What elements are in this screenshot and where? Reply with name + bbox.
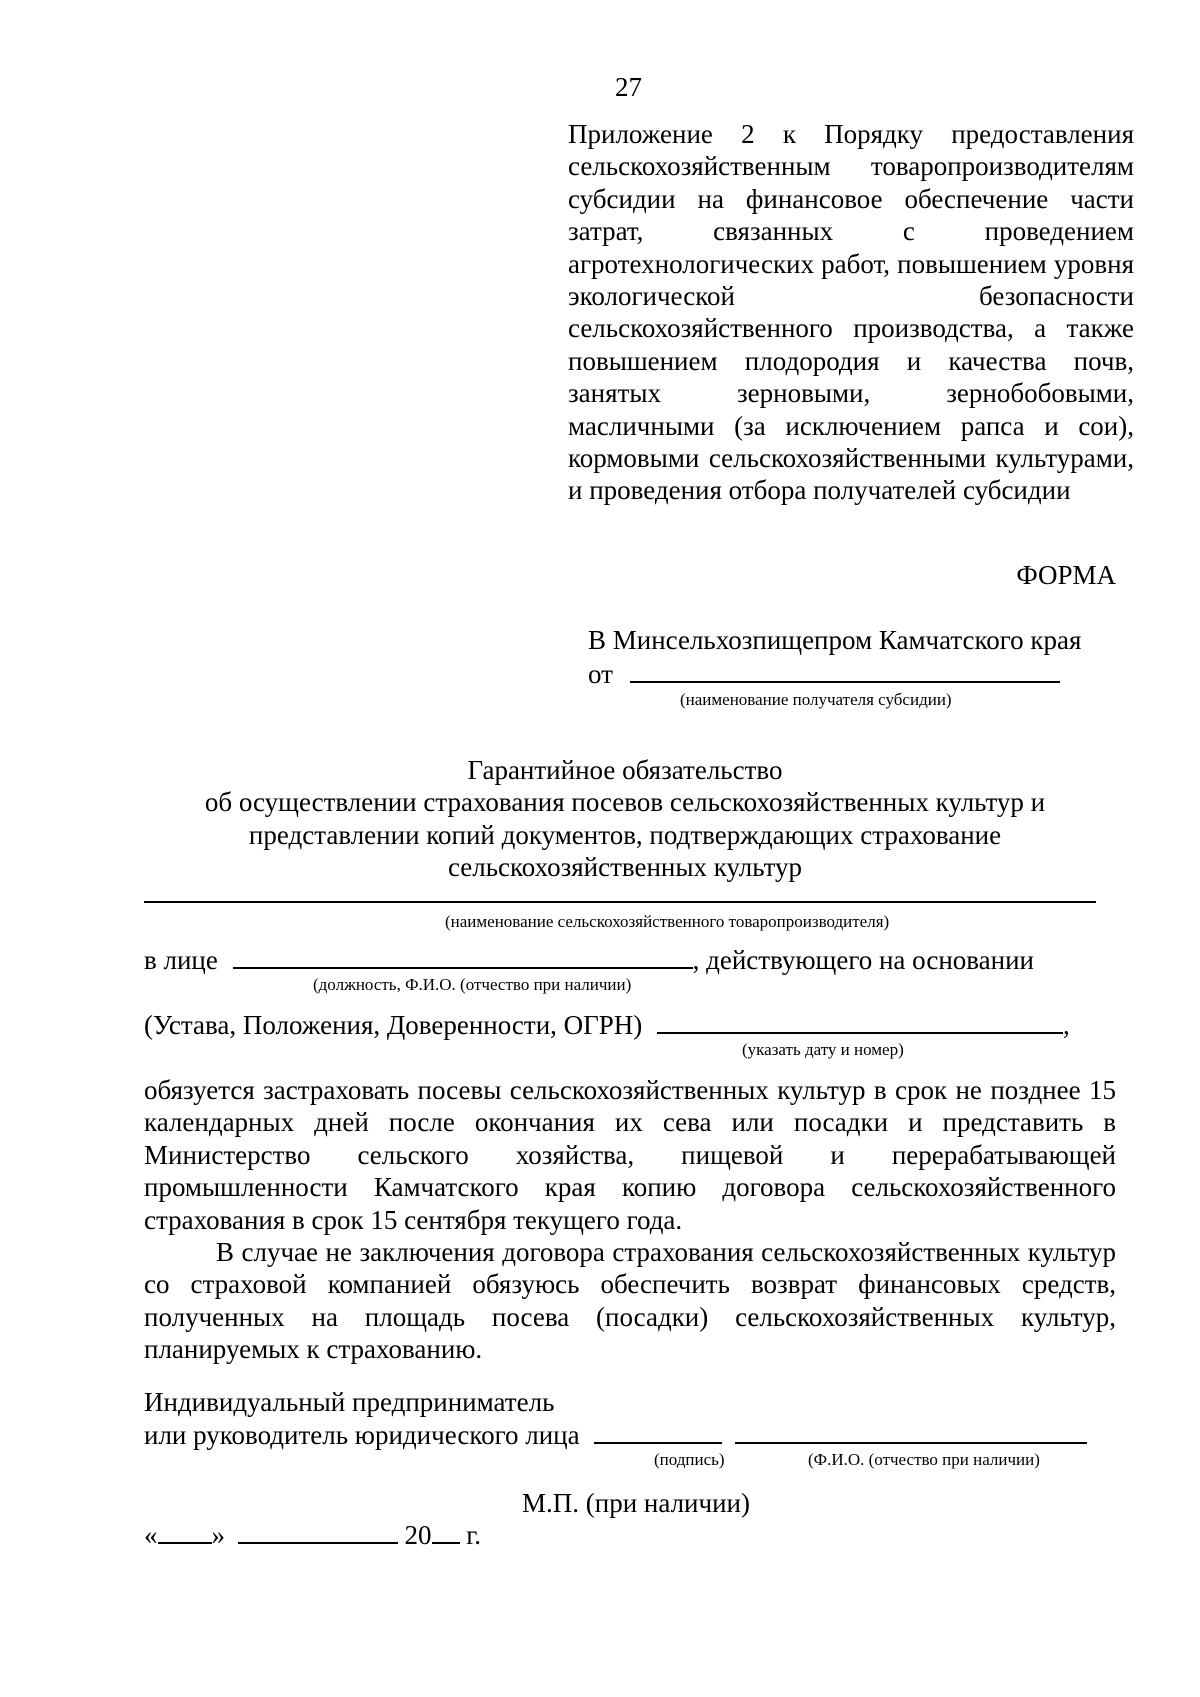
recipient-name-hint: (наименование получателя субсидии) bbox=[680, 690, 952, 709]
title-line-3: представлении копий документов, подтверждающих страхование bbox=[248, 819, 1002, 850]
page-number: 27 bbox=[615, 72, 642, 102]
date-close-quote: » bbox=[211, 1520, 225, 1550]
title-line-4: сельскохозяйственных культур bbox=[447, 852, 803, 883]
year-field[interactable] bbox=[432, 1520, 460, 1544]
title-line-1: Гарантийное обязательство bbox=[467, 755, 783, 785]
in-person-line bbox=[144, 945, 1034, 976]
stamp-note: М.П. (при наличии) bbox=[522, 1488, 750, 1518]
basis-suffix: , bbox=[1063, 1010, 1070, 1040]
form-label: ФОРМА bbox=[1016, 560, 1116, 590]
position-name-field[interactable] bbox=[233, 945, 693, 969]
from-line bbox=[588, 659, 1060, 690]
obligation-text bbox=[144, 1074, 1116, 1366]
signer-line-1: Индивидуальный предприниматель bbox=[144, 1387, 555, 1417]
document-title bbox=[140, 754, 1110, 884]
producer-name-field[interactable] bbox=[144, 901, 1096, 903]
in-person-suffix: , действующего на основании bbox=[692, 945, 1034, 975]
basis-prefix: (Устава, Положения, Доверенности, ОГРН) bbox=[144, 1010, 643, 1040]
appendix-note: Приложение 2 к Порядку предоставления сельскохозяйственным товаропроизводителям субсидии на финансовое обеспечение части затрат, связанных с проведением агротехнологических работ, повышением уровня экологической безопасности сельскохозяйственного производства, а также повышением плодородия и качества почв, занятых зерновыми, зернобобовыми, масличными (за исключением рапса и сои), кормовыми сельскохозяйственными культурами, и проведения отбора получателей субсидии bbox=[568, 119, 1134, 506]
basis-document-field[interactable] bbox=[657, 1010, 1063, 1034]
year-prefix: 20 bbox=[404, 1520, 432, 1550]
from-prefix: от bbox=[588, 659, 613, 689]
signer-name-hint: (Ф.И.О. (отчество при наличии) bbox=[808, 1450, 1040, 1469]
year-suffix: г. bbox=[466, 1520, 482, 1550]
signer-name-field[interactable] bbox=[735, 1420, 1087, 1444]
in-person-prefix: в лице bbox=[144, 945, 218, 975]
signer-line-2-text: или руководитель юридического лица bbox=[144, 1420, 580, 1450]
producer-name-hint: (наименование сельскохозяйственного товаропроизводителя) bbox=[445, 912, 890, 931]
day-field[interactable] bbox=[158, 1520, 212, 1544]
title-line-2: об осуществлении страхования посевов сельскохозяйственных культур и bbox=[204, 787, 1046, 818]
basis-line bbox=[144, 1010, 1070, 1041]
obligation-paragraph-1: обязуется застраховать посевы сельскохозяйственных культур в срок не позднее 15 календарных дней после окончания их сева или посадки и представить в Министерство сельского хозяйства, пищевой и перерабатывающей промышленности Камчатского края копию договора сельскохозяйственного страхования в срок 15 сентября текущего года. bbox=[144, 1075, 1116, 1235]
obligation-paragraph-2: В случае не заключения договора страхования сельскохозяйственных культур со страховой компанией обязуюсь обеспечить возврат финансовых средств, полученных на площадь посева (посадки) сельскохозяйственных культур, планируемых к страхованию. bbox=[144, 1237, 1116, 1365]
date-open-quote: « bbox=[144, 1520, 158, 1550]
recipient-name-field[interactable] bbox=[630, 659, 1060, 683]
signer-block bbox=[144, 1386, 1087, 1452]
basis-document-hint: (указать дату и номер) bbox=[742, 1040, 904, 1059]
addressee-line: В Минсельхозпищепром Камчатского края bbox=[588, 625, 1082, 655]
date-line bbox=[144, 1520, 481, 1551]
signature-hint: (подпись) bbox=[654, 1450, 725, 1469]
signature-field[interactable] bbox=[594, 1420, 722, 1444]
signer-line-2 bbox=[144, 1419, 1087, 1452]
month-field[interactable] bbox=[238, 1520, 398, 1544]
position-name-hint: (должность, Ф.И.О. (отчество при наличии) bbox=[313, 975, 632, 994]
